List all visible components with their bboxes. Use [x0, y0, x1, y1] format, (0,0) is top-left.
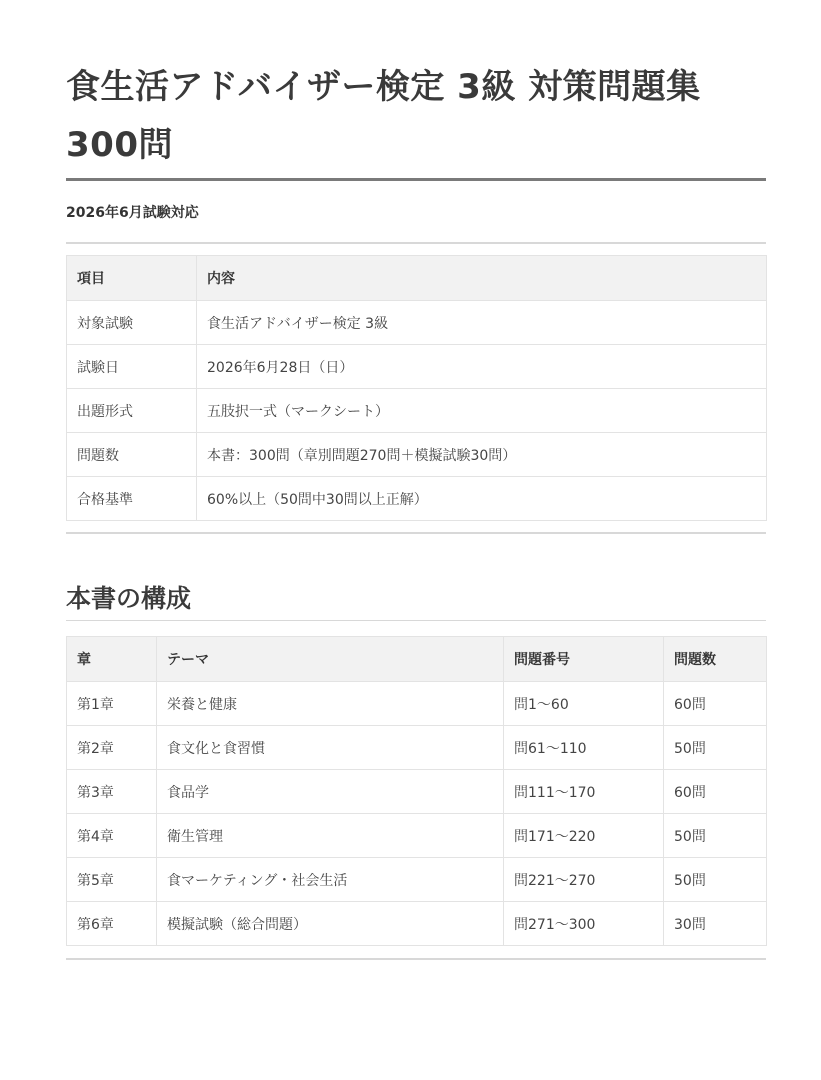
table-header-row	[67, 637, 767, 682]
table-row	[67, 433, 767, 477]
question-count-cell: 60問	[664, 682, 767, 726]
question-range-cell: 問1〜60	[504, 682, 664, 726]
exam-info-table	[66, 255, 767, 521]
table-row	[67, 477, 767, 521]
question-range-cell: 問111〜170	[504, 770, 664, 814]
row-label: 問題数	[67, 433, 197, 477]
theme-cell: 食文化と食習慣	[157, 726, 504, 770]
chapter-table	[66, 636, 767, 946]
question-count-cell: 50問	[664, 726, 767, 770]
theme-cell: 模擬試験（総合問題）	[157, 902, 504, 946]
theme-cell: 食マーケティング・社会生活	[157, 858, 504, 902]
row-value: 食生活アドバイザー検定 3級	[197, 301, 767, 345]
question-count-cell: 50問	[664, 814, 767, 858]
question-count-cell: 50問	[664, 858, 767, 902]
chapter-cell: 第5章	[67, 858, 157, 902]
chapter-cell: 第2章	[67, 726, 157, 770]
table-row	[67, 345, 767, 389]
chapter-table-divider	[66, 958, 766, 960]
row-label: 合格基準	[67, 477, 197, 521]
row-value: 2026年6月28日（日）	[197, 345, 767, 389]
question-range-cell: 問61〜110	[504, 726, 664, 770]
table-row	[67, 902, 767, 946]
table-row	[67, 389, 767, 433]
header-item: 項目	[67, 256, 197, 301]
row-label: 試験日	[67, 345, 197, 389]
table-row	[67, 682, 767, 726]
question-range-cell: 問221〜270	[504, 858, 664, 902]
theme-cell: 衛生管理	[157, 814, 504, 858]
row-value: 60%以上（50問中30問以上正解）	[197, 477, 767, 521]
chapter-cell: 第3章	[67, 770, 157, 814]
table-row	[67, 814, 767, 858]
question-range-cell: 問171〜220	[504, 814, 664, 858]
question-count-cell: 60問	[664, 770, 767, 814]
exam-session-subtitle: 2026年6月試験対応	[66, 205, 199, 221]
row-label: 対象試験	[67, 301, 197, 345]
row-value: 本書：300問（章別問題270問＋模擬試験30問）	[197, 433, 767, 477]
row-value: 五肢択一式（マークシート）	[197, 389, 767, 433]
header-question-numbers: 問題番号	[504, 637, 664, 682]
chapter-cell: 第6章	[67, 902, 157, 946]
page-title: 食生活アドバイザー検定 3級 対策問題集 300問	[66, 67, 701, 165]
theme-cell: 栄養と健康	[157, 682, 504, 726]
structure-heading: 本書の構成	[66, 584, 192, 613]
header-chapter: 章	[67, 637, 157, 682]
header-content: 内容	[197, 256, 767, 301]
info-table-divider	[66, 532, 766, 534]
theme-cell: 食品学	[157, 770, 504, 814]
chapter-cell: 第1章	[67, 682, 157, 726]
header-theme: テーマ	[157, 637, 504, 682]
subtitle-divider	[66, 242, 766, 244]
question-count-cell: 30問	[664, 902, 767, 946]
question-range-cell: 問271〜300	[504, 902, 664, 946]
chapter-cell: 第4章	[67, 814, 157, 858]
table-row	[67, 726, 767, 770]
table-row	[67, 858, 767, 902]
row-label: 出題形式	[67, 389, 197, 433]
structure-heading-divider	[66, 620, 766, 621]
table-header-row	[67, 256, 767, 301]
table-row	[67, 770, 767, 814]
title-divider	[66, 178, 766, 181]
header-question-count: 問題数	[664, 637, 767, 682]
table-row	[67, 301, 767, 345]
